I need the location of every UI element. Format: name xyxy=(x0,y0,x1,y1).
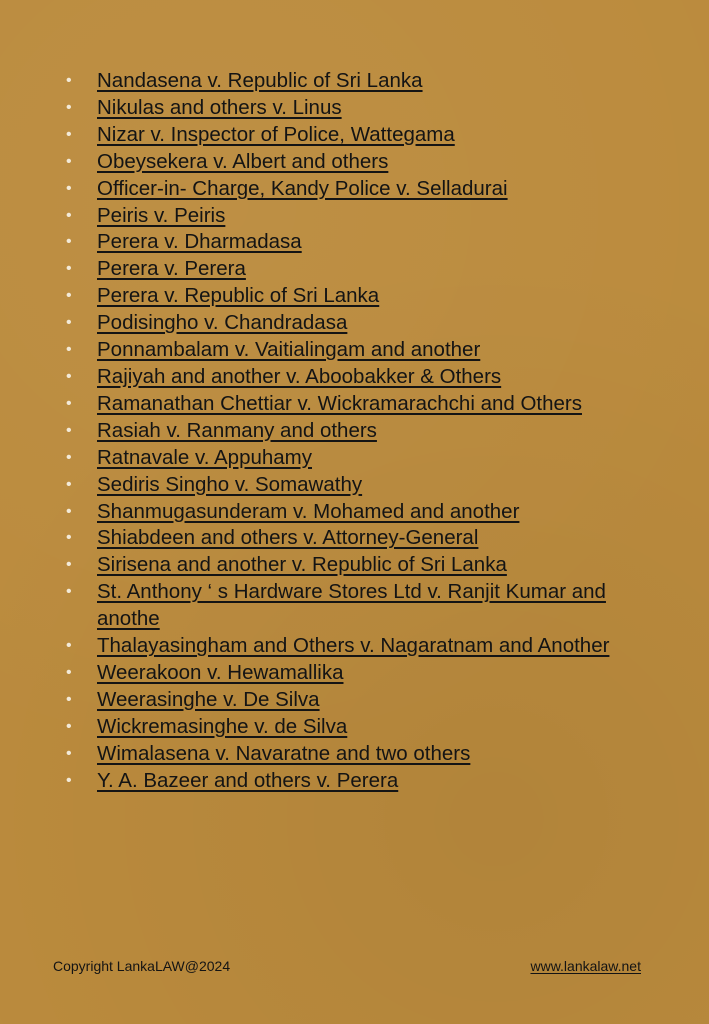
case-list-item xyxy=(0,633,709,660)
bullet-icon: • xyxy=(66,448,72,466)
case-link[interactable]: Peiris v. Peiris xyxy=(97,203,226,227)
footer-copyright: Copyright LankaLAW@2024 xyxy=(53,958,231,974)
case-list-item xyxy=(0,229,709,256)
bullet-icon: • xyxy=(66,179,72,197)
bullet-icon: • xyxy=(66,421,72,439)
case-link[interactable]: Obeysekera v. Albert and others xyxy=(97,149,389,173)
case-list-item xyxy=(0,418,709,445)
case-list-item xyxy=(0,552,709,579)
case-list-item xyxy=(0,256,709,283)
case-list-item xyxy=(0,283,709,310)
case-list-item xyxy=(0,364,709,391)
case-list-item xyxy=(0,203,709,230)
case-list-item xyxy=(0,391,709,418)
bullet-icon: • xyxy=(66,502,72,520)
case-link[interactable]: Wickremasinghe v. de Silva xyxy=(97,714,348,738)
case-link[interactable]: Perera v. Dharmadasa xyxy=(97,230,302,254)
case-link[interactable]: Y. A. Bazeer and others v. Perera xyxy=(97,768,399,792)
case-link[interactable]: Podisingho v. Chandradasa xyxy=(97,311,348,335)
bullet-icon: • xyxy=(66,72,72,89)
case-list-item xyxy=(0,445,709,472)
case-list xyxy=(0,68,709,794)
case-link[interactable]: Sirisena and another v. Republic of Sri Lanka xyxy=(97,553,507,577)
website-link[interactable]: www.lankalaw.net xyxy=(530,958,641,974)
case-link[interactable]: Ramanathan Chettiar v. Wickramarachchi and Others xyxy=(97,391,582,415)
bullet-icon: • xyxy=(66,287,72,305)
case-list-item xyxy=(0,122,709,149)
bullet-icon: • xyxy=(66,125,72,143)
bullet-icon: • xyxy=(66,583,72,601)
case-list-item xyxy=(0,768,709,795)
case-list-item xyxy=(0,741,709,768)
case-list-item xyxy=(0,95,709,122)
case-link[interactable]: Rasiah v. Ranmany and others xyxy=(97,418,377,442)
case-list-item xyxy=(0,660,709,687)
case-link[interactable]: Ponnambalam v. Vaitialingam and another xyxy=(97,338,481,362)
case-link[interactable]: Ratnavale v. Appuhamy xyxy=(97,445,312,469)
case-link[interactable]: Nandasena v. Republic of Sri Lanka xyxy=(97,69,423,92)
case-link[interactable]: Wimalasena v. Navaratne and two others xyxy=(97,741,471,765)
case-link[interactable]: Shanmugasunderam v. Mohamed and another xyxy=(97,499,520,523)
bullet-icon: • xyxy=(66,637,72,655)
case-link[interactable]: Weerasinghe v. De Silva xyxy=(97,687,320,711)
case-list-item xyxy=(0,525,709,552)
bullet-icon: • xyxy=(66,260,72,278)
bullet-icon: • xyxy=(66,556,72,574)
bullet-icon: • xyxy=(66,717,72,735)
case-link[interactable]: St. Anthony ‘ s Hardware Stores Ltd v. Ranjit Kumar and anothe xyxy=(97,580,606,631)
bullet-icon: • xyxy=(66,475,72,493)
bullet-icon: • xyxy=(66,341,72,359)
case-list-item xyxy=(0,68,709,95)
case-link[interactable]: Perera v. Republic of Sri Lanka xyxy=(97,284,380,308)
case-list-item xyxy=(0,149,709,176)
bullet-icon: • xyxy=(66,367,72,385)
bullet-icon: • xyxy=(66,98,72,116)
bullet-icon: • xyxy=(66,233,72,251)
case-link[interactable]: Weerakoon v. Hewamallika xyxy=(97,660,344,684)
bullet-icon: • xyxy=(66,314,72,332)
case-list-item xyxy=(0,687,709,714)
case-list-item xyxy=(0,714,709,741)
case-list-item xyxy=(0,310,709,337)
bullet-icon: • xyxy=(66,690,72,708)
bullet-icon: • xyxy=(66,394,72,412)
case-list-item xyxy=(0,579,709,633)
case-link[interactable]: Nikulas and others v. Linus xyxy=(97,95,342,119)
bullet-icon: • xyxy=(66,771,72,789)
bullet-icon: • xyxy=(66,663,72,681)
case-link[interactable]: Sediris Singho v. Somawathy xyxy=(97,472,363,496)
case-link[interactable]: Rajiyah and another v. Aboobakker & Others xyxy=(97,364,502,388)
case-link[interactable]: Thalayasingham and Others v. Nagaratnam and Another xyxy=(97,634,610,658)
bullet-icon: • xyxy=(66,744,72,762)
case-link[interactable]: Officer-in- Charge, Kandy Police v. Selladurai xyxy=(97,176,508,200)
case-list-item xyxy=(0,337,709,364)
case-list-item xyxy=(0,176,709,203)
bullet-icon: • xyxy=(66,152,72,170)
bullet-icon: • xyxy=(66,206,72,224)
bullet-icon: • xyxy=(66,529,72,547)
case-link[interactable]: Nizar v. Inspector of Police, Wattegama xyxy=(97,122,455,146)
case-link[interactable]: Shiabdeen and others v. Attorney-General xyxy=(97,526,479,550)
case-link[interactable]: Perera v. Perera xyxy=(97,257,246,281)
case-list-item xyxy=(0,472,709,499)
case-list-item xyxy=(0,499,709,526)
